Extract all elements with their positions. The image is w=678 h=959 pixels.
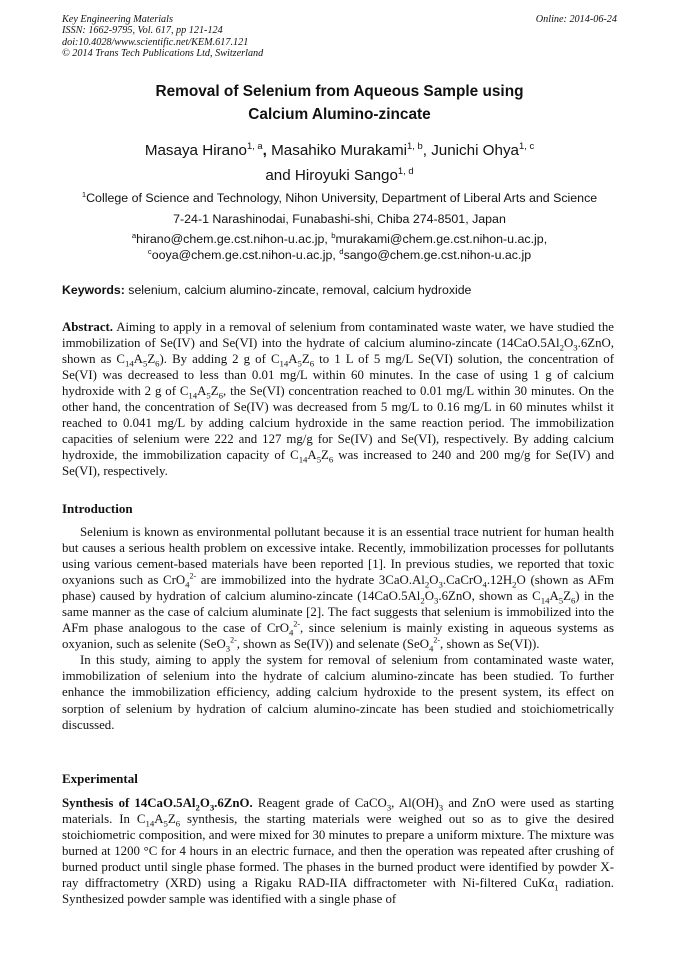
intro-text: A [549, 589, 559, 604]
abstract-text: Aiming to apply in a removal of selenium from contaminated waste water, we have studied the immobilization of Se(IV) and Se(VI) into the hydrate of calcium alumino-zincate (14CaO.5Al [62, 320, 614, 351]
author-name: Masahiko Murakami [271, 142, 408, 159]
subscript: 2 [424, 579, 430, 590]
abstract-text: .6ZnO, shown as C [62, 336, 614, 367]
abstract-text: A [197, 384, 207, 399]
subscript: 3 [434, 595, 439, 606]
subscript: 3 [209, 802, 215, 813]
abstract [62, 319, 614, 479]
intro-text: are immobilized into the hydrate 3CaO.Al [196, 573, 425, 588]
subsection-text: O [199, 796, 210, 810]
subscript: 3 [386, 802, 392, 813]
journal-header [62, 14, 617, 60]
abstract-text: A [288, 352, 298, 367]
affiliation-line-1 [62, 188, 617, 209]
superscript: 2- [293, 620, 300, 629]
subscript: 5 [163, 818, 168, 829]
subscript: 14 [188, 390, 198, 401]
intro-text: , since selenium is mainly existing in aqueous systems as oxyanion, such as selenite (SeO [62, 621, 615, 652]
superscript: 2- [433, 636, 440, 646]
subscript: 14 [540, 595, 550, 606]
intro-text: , shown as Se(VI)). [439, 637, 540, 652]
exp-text: and ZnO were used as starting materials. In C [62, 796, 614, 827]
subscript: 3 [438, 579, 443, 590]
subscript: 5 [206, 390, 211, 401]
email-line-2 [62, 247, 617, 263]
copyright-line: © 2014 Trans Tech Publications Ltd, Switzerland [62, 48, 264, 60]
intro-paragraph: Selenium is known as environmental pollutant because it is an essential trace nutrient for human health but causes a serious health problem on excessive intake. Recently, immobilization processes for pollutants using various cement-based materials have been reported [1]. In previous studies, we reported that toxic oxyanions such as CrO$_4^{2-}$ are immobilized into the hydrate $3CaO.Al_2O_3.CaCrO_4.12H_2O$ (shown as AFm phase) caused by hydration of calcium alumino-zincate ($14CaO.5Al_2O_3.6ZnO$, shown as $C_{14}A_5Z_6$) in the same manner as the case of calcium aluminate [2]. The fact suggests that selenium is immobilized into the AFm phase analogous to the case of CrO$_4^{2-}$, since selenium is mainly existing in aqueous systems as oxyanion, such as selenite (SeO$_3^{2-}$, shown as Se(IV)) and selenate (SeO$_4^{2-}$, shown as Se(VI)). [62, 525, 615, 654]
abstract-text: O [563, 336, 574, 351]
subscript: 4 [288, 627, 294, 638]
keywords-text: selenium, calcium alumino-zincate, removal, calcium hydroxide [128, 283, 472, 297]
intro-text: ) in the same manner as the case of calcium aluminate [2]. The fact suggests that selenium is immobilized into the AFm phase analogous to the case of CrO [62, 589, 615, 636]
abstract-text: ). By adding 2 g of C [159, 352, 280, 367]
email-list [62, 231, 617, 263]
email-mark: c [147, 246, 152, 256]
subscript: 4 [185, 579, 190, 590]
intro-text: .12H [486, 573, 513, 588]
email-link[interactable]: sango@chem.ge.cst.nihon-u.ac.jp [343, 248, 532, 262]
subscript: 14 [145, 818, 155, 829]
subscript: 14 [124, 358, 134, 369]
subsection-text: Synthesis of 14CaO.5Al [62, 796, 196, 810]
subscript: 2 [420, 595, 425, 606]
title-line-2: Calcium Alumino-zincate [248, 106, 431, 123]
superscript: 2- [230, 636, 237, 646]
exp-text: synthesis, the starting materials were weighed out so as to give the desired stoichiometric composition, and were mixed for 30 minutes to prepare a uniform mixture. The mixture was burned at 1200 °C for 4 hours in an electric furnace, and then the operation was repeated after crushing of burned product until single phase formed. The phases in the burned product were identified by powder X-ray diffractometry (XRD) using a Rigaku RAD-IIA diffractometer with Ni-filtered CuKα [62, 812, 614, 891]
email-link[interactable]: ooya@chem.ge.cst.nihon-u.ac.jp, [151, 248, 336, 262]
author-affil-mark: 1, a [246, 139, 263, 151]
subscript: 6 [155, 358, 160, 369]
exp-text: radiation. Synthesized powder sample was identified with a single phase of [62, 876, 614, 907]
intro-text: Z [563, 589, 571, 604]
journal-name: Key Engineering Materials [62, 14, 173, 25]
author-list [62, 138, 617, 188]
subscript: 5 [297, 358, 302, 369]
subscript: 6 [328, 454, 334, 465]
intro-text: O [424, 589, 435, 604]
exp-text: Z [167, 812, 176, 827]
intro-text: Selenium is known as environmental pollutant because it is an essential trace nutrient for human health but causes a serious health problem on excessive intake. Recently, immobilization processes for pollutants using various cement-based materials have been reported [1]. In previous studies, we reported that toxic oxyanions such as CrO [62, 525, 614, 588]
subscript: 14 [298, 454, 308, 465]
subscript: 6 [309, 358, 315, 369]
doi-line: doi:10.4028/www.scientific.net/KEM.617.121 [62, 36, 249, 48]
subscript: 4 [428, 643, 434, 654]
abstract-text: was increased to 240 and 200 mg/g for Se(IV) and Se(VI), respectively. [62, 448, 614, 479]
author-name: Junichi Ohya [431, 142, 519, 159]
exp-text: Reagent grade of CaCO [252, 796, 387, 810]
email-mark: b [331, 230, 336, 240]
superscript: 2- [189, 571, 197, 581]
affiliation-line-2: 7-24-1 Narashinodai, Funabashi-shi, Chiba 274-8501, Japan [173, 212, 506, 226]
intro-text: , shown as Se(IV)) and selenate (SeO [236, 637, 429, 652]
intro-text: .6ZnO, shown as C [438, 589, 541, 604]
keywords [62, 283, 617, 297]
abstract-label: Abstract. [62, 320, 114, 334]
subscript: 6 [218, 390, 223, 401]
abstract-text: Z [210, 384, 219, 399]
exp-text: A [154, 812, 164, 827]
subscript: 2 [195, 802, 200, 813]
subscript: 6 [175, 818, 181, 829]
email-link[interactable]: murakami@chem.ge.cst.nihon-u.ac.jp, [335, 232, 548, 246]
author-affil-mark: 1, d [397, 164, 414, 176]
abstract-text: A [133, 352, 143, 367]
subscript: 3 [438, 802, 444, 813]
abstract-text: A [307, 448, 317, 463]
abstract-text: to 1 L of 5 mg/L Se(VI) solution, the concentration of Se(VI) was decreased to less than 0.01 mg/L within 60 minutes. In the case of using 1 g of calcium hydroxide with 2 g of C [62, 352, 614, 399]
keywords-label: Keywords: [62, 283, 125, 297]
abstract-text: Z [321, 448, 329, 463]
author-name: and Hiroyuki Sango [265, 167, 398, 184]
online-date: Online: 2014-06-24 [535, 14, 617, 25]
authors-line-2 [62, 163, 617, 188]
subscript: 2 [512, 579, 517, 590]
subscript: 2 [559, 342, 564, 353]
introduction-body [62, 524, 614, 733]
intro-text: .CaCrO [442, 573, 483, 588]
intro-paragraph: In this study, aiming to apply the system for removal of selenium from contaminated waste water, immobilization of selenium into the hydrate of calcium alumino-zincate has been studied. To further enhance the immobilization efficiency, adding calcium hydroxide to the present system, its effect on sorption of selenium by hydration of calcium alumino-zincate has been studied and stoichiometrically discussed. [62, 653, 614, 732]
subscript: 14 [279, 358, 289, 369]
affiliation-text: College of Science and Technology, Nihon University, Department of Liberal Arts and Science [86, 191, 598, 205]
title-line-1: Removal of Selenium from Aqueous Sample using [155, 83, 524, 100]
email-mark: a [131, 230, 137, 240]
issn-line: ISSN: 1662-9795, Vol. 617, pp 121-124 [62, 25, 223, 37]
paper-title [62, 80, 617, 126]
author-affil-mark: 1, b [407, 139, 423, 151]
abstract-text: , the Se(VI) concentration reached to 0.01 mg/L within 30 minutes. On the other hand, the concentration of Se(IV) was decreased from 5 mg/L to 0.16 mg/L in 60 minutes whilst it reached to 0.041 mg/L by adding calcium hydroxide in the same reaction period. The immobilization capacities of selenium were 222 and 127 mg/g for Se(IV) and Se(VI), respectively. By adding calcium hydroxide, the immobilization capacity of C [62, 384, 614, 463]
experimental-heading: Experimental [62, 771, 138, 786]
subscript: 6 [570, 595, 576, 606]
abstract-text: Z [147, 352, 156, 367]
author-affil-mark: 1, c [518, 139, 535, 151]
introduction-heading: Introduction [62, 501, 133, 516]
affil-mark: 1 [81, 189, 87, 199]
subscript: 5 [316, 454, 322, 465]
authors-line-1: Masaya Hirano$^{1, a}$, Masahiko Murakami$^{1, b}$, Junichi Ohya$^{1, c}$ [144, 139, 535, 159]
abstract-text: Z [301, 352, 310, 367]
subscript: 1 [554, 882, 559, 893]
email-mark: d [339, 246, 344, 256]
intro-text: O (shown as AFm phase) caused by hydration of calcium alumino-zincate (14CaO.5Al [62, 573, 614, 604]
subscript: 3 [225, 643, 231, 654]
email-link[interactable]: hirano@chem.ge.cst.nihon-u.ac.jp, [136, 232, 328, 246]
exp-text: , Al(OH) [391, 796, 439, 810]
subsection-title [62, 796, 253, 813]
subscript: 5 [142, 358, 148, 369]
experimental-body [62, 795, 614, 907]
author-name: Masaya Hirano [144, 142, 247, 159]
subscript: 4 [482, 579, 487, 590]
email-line-1 [62, 231, 617, 247]
subsection-text: .6ZnO. [214, 796, 253, 810]
affiliation [62, 188, 617, 230]
subscript: 3 [573, 342, 578, 353]
subscript: 5 [558, 595, 564, 606]
